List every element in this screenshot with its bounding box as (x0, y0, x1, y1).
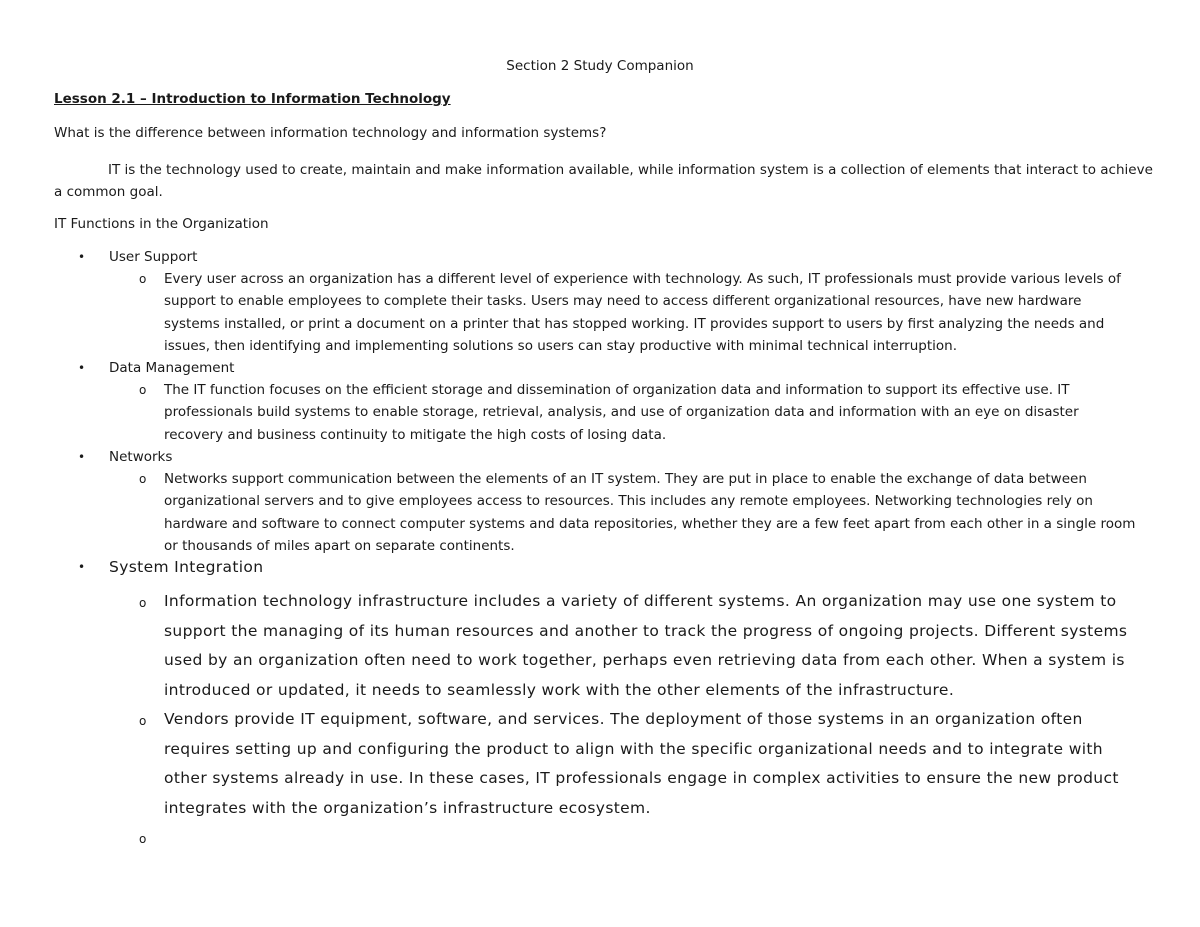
function-item-user-support (0, 246, 1200, 268)
function-detail (0, 468, 1139, 557)
function-item-networks (0, 446, 1200, 468)
sub-bullet-circle-icon: o (139, 714, 147, 728)
answer-paragraph: IT is the technology used to create, maintain and make information available, while information system is a collection of elements that interact to achieve a common goal. (54, 162, 1153, 200)
bullet-dot-icon: • (78, 250, 86, 264)
bullet-dot-icon: • (78, 361, 86, 376)
lesson-heading: Lesson 2.1 – Introduction to Information Technology (54, 91, 451, 107)
document-title: Section 2 Study Companion (506, 58, 694, 74)
it-functions-list (0, 246, 1200, 557)
bullet-dot-icon: • (78, 450, 86, 465)
function-label: System Integration (109, 558, 264, 576)
function-detail-text: Information technology infrastructure includes a variety of different systems. An organization may use one system to support the managing of its human resources and another to track the progress of ongoing projects. Different systems used by an organization often need to work together, perhaps even retrieving data from each other. When a system is introduced or updated, it needs to seamlessly work with the other elements of the infrastructure. (164, 592, 1128, 699)
bullet-dot-icon: • (78, 560, 86, 574)
system-integration-list (0, 556, 1200, 845)
sub-bullet-circle-icon: o (139, 596, 147, 610)
question-text: What is the difference between information technology and information systems? (54, 125, 607, 141)
function-label: User Support (109, 249, 198, 265)
sub-bullet-circle-icon: o (139, 272, 147, 286)
function-detail (0, 705, 1139, 823)
function-detail-text: Vendors provide IT equipment, software, and services. The deployment of those systems in an organization often requires setting up and configuring the product to align with the specific organizational needs and to integrate with other systems already in use. In these cases, IT professionals engage in complex activities to ensure the new product integrates with the organization’s infrastructure ecosystem. (164, 710, 1119, 817)
sub-bullet-circle-icon: o (139, 472, 147, 487)
function-detail-text: Every user across an organization has a different level of experience with technology. As such, IT professionals must provide various levels of support to enable employees to complete their tasks. Users may need to access different organizational resources, have new hardware systems installed, or print a document on a printer that has stopped working. IT provides support to users by first analyzing the needs and issues, then identifying and implementing solutions so users can stay productive with minimal technical interruption. (164, 271, 1121, 354)
function-detail-text: The IT function focuses on the efficient storage and dissemination of organization data and information to support its effective use. IT professionals build systems to enable storage, retrieval, analysis, and use of organization data and information with an eye on disaster recovery and business continuity to mitigate the high costs of losing data. (164, 382, 1079, 443)
function-detail (0, 587, 1139, 705)
function-item-data-management (0, 357, 1200, 379)
function-label: Data Management (109, 360, 235, 377)
function-item-system-integration (0, 556, 1200, 578)
function-detail (0, 268, 1139, 357)
function-detail-empty (0, 823, 1139, 845)
sub-bullet-circle-icon: o (139, 832, 147, 846)
function-detail-text: Networks support communication between the elements of an IT system. They are put in place to enable the exchange of data between organizational servers and to give employees access to resources. This includes any remote employees. Networking technologies rely on hardware and software to connect computer systems and data repositories, whether they are a few feet apart from each other in a single room or thousands of miles apart on separate continents. (164, 471, 1136, 554)
sub-bullet-circle-icon: o (139, 383, 147, 398)
it-functions-heading: IT Functions in the Organization (54, 216, 269, 232)
function-label: Networks (109, 449, 173, 466)
function-detail (0, 379, 1139, 446)
